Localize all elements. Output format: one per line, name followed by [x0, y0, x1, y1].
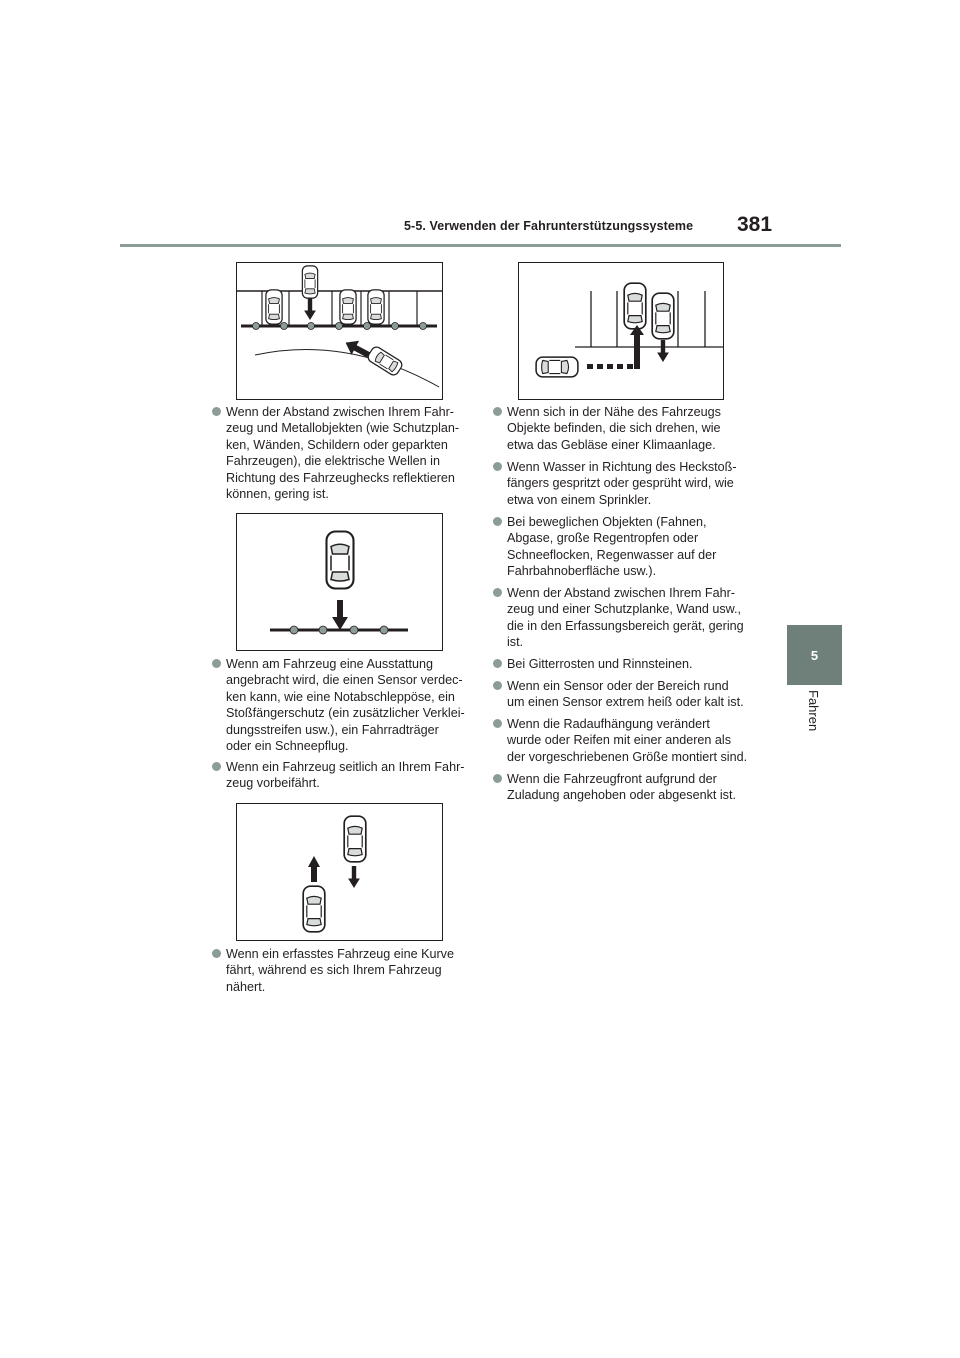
list-item: Wenn ein Sensor oder der Bereich rund um einen Sensor extrem heiß oder kalt ist.: [493, 678, 744, 711]
bullet-icon: [493, 774, 502, 783]
car-reversing-illustration: [237, 514, 442, 650]
page-number: 381: [737, 213, 773, 236]
approaching-car-illustration: [519, 263, 723, 399]
car-reversing-toward-rail-figure: [236, 513, 443, 651]
passing-car-illustration: [237, 804, 442, 940]
bullet-icon: [493, 517, 502, 526]
parking-space-exit-figure: [518, 262, 724, 400]
list-item: Bei beweglichen Objekten (Fahnen, Abgase, große Regentropfen oder Schneeflocken, Regenwasser auf der Fahrbahnoberfläche usw.).: [493, 514, 716, 580]
list-item: Bei Gitterrosten und Rinnsteinen.: [493, 656, 693, 672]
bullet-icon: [212, 407, 221, 416]
car-reversing-diagonal-illustration: [237, 263, 442, 399]
bullet-icon: [493, 659, 502, 668]
header-rule: [120, 244, 841, 247]
list-item: Wenn der Abstand zwischen Ihrem Fahr- zeug und einer Schutzplanke, Wand usw., die in den Erfassungsbereich gerät, gering ist.: [493, 585, 744, 651]
passing-vehicle-figure: [236, 803, 443, 941]
list-item: Wenn die Fahrzeugfront aufgrund der Zuladung angehoben oder abgesenkt ist.: [493, 771, 736, 804]
list-item: Wenn ein Fahrzeug seitlich an Ihrem Fahr- zeug vorbeifährt.: [212, 759, 464, 792]
list-item: Wenn sich in der Nähe des Fahrzeugs Objekte befinden, die sich drehen, wie etwa das Gebläse einer Klimaanlage.: [493, 404, 721, 453]
bullet-icon: [212, 659, 221, 668]
list-item: Wenn Wasser in Richtung des Heckstoß- fängers gespritzt oder gesprüht wird, wie etwa von einem Sprinkler.: [493, 459, 737, 508]
section-title: 5-5. Verwenden der Fahrunterstützungssysteme: [404, 219, 694, 233]
bullet-icon: [493, 407, 502, 416]
bullet-icon: [212, 949, 221, 958]
list-item: Wenn am Fahrzeug eine Ausstattung angebracht wird, die einen Sensor verdec- ken kann, wie eine Notabschleppöse, ein Stoßfängerschutz (ein zusätzlicher Verklei- dungsstreifen usw.), ein Fahrradträger oder ein Schneepflug.: [212, 656, 465, 754]
chapter-number: 5: [810, 647, 819, 663]
list-item: Wenn ein erfasstes Fahrzeug eine Kurve fährt, während es sich Ihrem Fahrzeug nähert.: [212, 946, 454, 995]
bullet-icon: [493, 719, 502, 728]
bullet-icon: [493, 462, 502, 471]
bullet-icon: [493, 588, 502, 597]
list-item: Wenn die Radaufhängung verändert wurde oder Reifen mit einer anderen als der vorgeschriebenen Größe montiert sind.: [493, 716, 747, 765]
chapter-label: Fahren: [806, 690, 821, 732]
bullet-icon: [212, 762, 221, 771]
chapter-tab[interactable]: [787, 625, 842, 685]
list-item: Wenn der Abstand zwischen Ihrem Fahr- zeug und Metallobjekten (wie Schutzplan- ken, Wänden, Schildern oder geparkten Fahrzeugen), die elektrische Wellen in Richtung des Fahrzeughecks reflektieren können, gering ist.: [212, 404, 459, 502]
bullet-icon: [493, 681, 502, 690]
parked-cars-guardrail-figure: [236, 262, 443, 400]
